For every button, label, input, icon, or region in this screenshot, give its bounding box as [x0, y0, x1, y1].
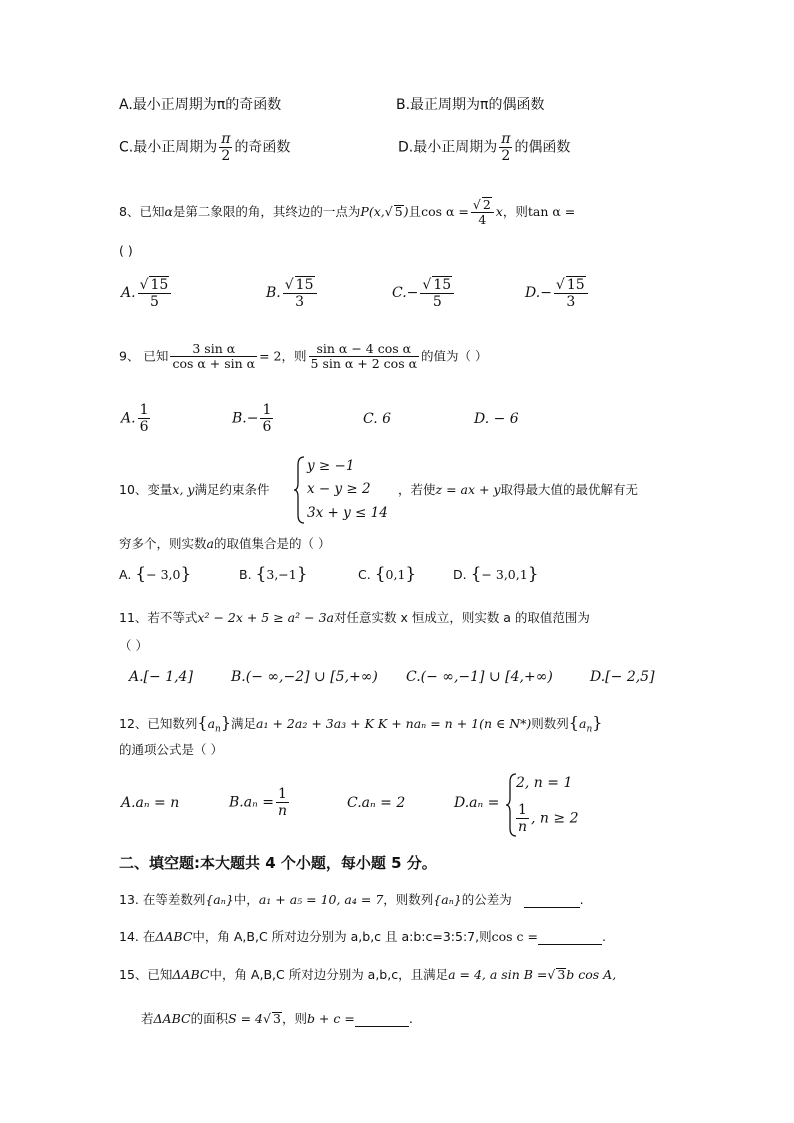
q8-cos: cos α = — [421, 203, 469, 219]
q8-option-b — [266, 276, 319, 310]
q15-area-sqrt3: 3 — [272, 1011, 281, 1026]
q12-b-pre: B.aₙ = — [229, 794, 274, 811]
q9-a-num: 1 — [139, 402, 149, 418]
q7-option-b: B.最正周期为π的偶函数 — [396, 97, 545, 113]
q11-stem-post: 对任意实数 x 恒成立，则实数 a 的取值范围为 — [333, 610, 590, 625]
section-heading-fill-in: 二、填空题:本大题共 4 个小题，每小题 5 分。 — [119, 854, 437, 872]
q10-option-d: D. {− 3,0,1} — [453, 564, 539, 584]
q9-option-b — [232, 402, 275, 435]
q13-answer-blank[interactable] — [524, 894, 580, 908]
q12-d-case2-num: 1 — [516, 802, 529, 819]
q7-option-d-prefix: D.最小正周期为 — [398, 139, 498, 156]
q12-b-den: n — [277, 803, 287, 820]
q9-fraction-2 — [309, 342, 420, 372]
q11-option-d: D.[− 2,5] — [590, 669, 655, 685]
q12-b-fraction — [276, 786, 289, 819]
q10-line-2 — [119, 538, 330, 551]
q15-line-2 — [141, 1012, 413, 1027]
q7-option-c-prefix: C.最小正周期为 — [119, 139, 218, 156]
q11-stem-pre: 11、若不等式 — [119, 610, 198, 625]
q10-a-label: A. — [119, 567, 132, 582]
q9-option-c: C. 6 — [363, 411, 392, 427]
q9-f2-den: 5 sin α + 2 cos α — [310, 356, 418, 372]
q13-post: ，则数列 — [383, 892, 434, 907]
q12-seq-2-sub: n — [586, 724, 593, 735]
q15-line2-post: ，则 — [281, 1011, 307, 1026]
q15-triangle-2: ΔABC — [153, 1011, 191, 1026]
q10-d-set: − 3,0,1 — [481, 567, 528, 582]
q12-option-c: C.aₙ = 2 — [347, 795, 406, 811]
q8-c-num: √ 15 — [420, 276, 454, 294]
q9-tail: 的值为（ ） — [421, 348, 488, 364]
q13-equation: a₁ + a₅ = 10, a₄ = 7 — [258, 892, 384, 907]
q8-a-den: 5 — [149, 294, 159, 311]
q8-option-c — [392, 276, 456, 310]
q8-c-den: 5 — [432, 294, 442, 311]
q7-option-c — [119, 131, 290, 164]
q10-constraint-1: y ≥ −1 — [307, 458, 355, 474]
q8-option-a — [121, 276, 173, 310]
q11-inequality: x² − 2x + 5 ≥ a² − 3a — [197, 610, 334, 625]
q9-f1-num: 3 sin α — [170, 342, 257, 357]
q14-pre: 14. 在 — [119, 929, 156, 944]
q14 — [119, 931, 606, 945]
q7-c-frac-num: π — [221, 131, 231, 147]
q10-constraint-2: x − y ≥ 2 — [307, 481, 371, 497]
q9-b-sign: − — [246, 410, 259, 427]
q7-c-frac-den: 2 — [221, 148, 231, 165]
q14-mid: 中，角 A,B,C 所对边分别为 a,b,c 且 a:b:c=3:5:7,则 — [192, 929, 492, 944]
q11-option-a: A.[− 1,4] — [129, 669, 193, 685]
q15-line2-mid: 的面积 — [190, 1011, 229, 1026]
q8-cos-fraction — [471, 197, 494, 228]
q14-triangle: ΔABC — [155, 929, 193, 944]
q10-c-label: C. — [358, 567, 371, 582]
q8-then: ，则 — [502, 203, 528, 219]
q8-d-den: 3 — [566, 294, 576, 311]
q8-stem-mid: 是第二象限的角，其终边的一点为 — [172, 203, 361, 219]
q10-line2-pre: 穷多个，则实数 — [119, 536, 207, 551]
q8-and: 且 — [408, 203, 422, 219]
q12-d-case2-fraction — [516, 802, 529, 835]
q15-eq1-tail: b cos A, — [566, 967, 617, 982]
q9-option-d: D. − 6 — [474, 411, 519, 427]
q13-seq-1: {aₙ} — [205, 892, 234, 907]
q10-stem-end: 取得最大值的最优解有无 — [500, 482, 639, 497]
q10-b-label: B. — [239, 567, 252, 582]
q8-a-num: √ 15 — [138, 276, 172, 294]
q12-option-b — [229, 786, 291, 819]
q9-stem-pre: 9、 已知 — [119, 348, 169, 364]
q11-stem — [119, 612, 590, 625]
q8-d-sign: − — [540, 285, 552, 302]
q10-stem-post-text: ，若使 — [398, 482, 436, 497]
q8-point-close: ) — [403, 203, 409, 219]
q12-seq-sub: n — [215, 724, 221, 735]
q9-b-label: B. — [232, 410, 247, 427]
q15-bc: b + c = — [306, 1011, 355, 1026]
q7-option-d — [398, 131, 570, 164]
q7-option-d-fraction — [499, 131, 512, 164]
q8-a-fraction — [138, 276, 172, 310]
q15-area: S = 4 — [228, 1011, 264, 1026]
q14-end: . — [601, 929, 606, 944]
q8-sqrt-sign: √ — [384, 203, 393, 219]
q13-end: . — [579, 892, 584, 907]
q9-f2-num: sin α − 4 cos α — [309, 342, 420, 357]
q8-cos-num: √ 2 — [471, 197, 494, 213]
q15-area-sqrt-sign: √ — [263, 1011, 271, 1026]
q12-stem-mid: 满足 — [231, 716, 257, 731]
q8-c-sign: − — [406, 285, 419, 302]
q10-a-set: − 3,0 — [146, 567, 181, 582]
q8-d-fraction — [554, 276, 588, 310]
q13-pre: 13. 在等差数列 — [119, 892, 206, 907]
q8-b-label: B. — [266, 285, 281, 302]
q12-option-d-pre: D.aₙ = — [454, 795, 500, 811]
q12-stem-post: 则数列 — [531, 716, 569, 731]
q9-fraction-1 — [170, 342, 257, 372]
q10-c-set: 0,1 — [385, 567, 406, 582]
q8-b-num: √ 15 — [283, 276, 317, 294]
q7-d-frac-num: π — [501, 131, 511, 147]
q10-b-set: 3,−1 — [266, 567, 297, 582]
q12-d-case2-tail: , n ≥ 2 — [531, 810, 579, 827]
q8-d-label: D. — [525, 285, 541, 302]
q9-then: ，则 — [281, 348, 307, 364]
q10-option-b: B. {3,−1} — [239, 564, 308, 584]
q10-a: a — [206, 536, 214, 551]
q10-objective: z = ax + y — [435, 482, 501, 497]
q8-point: P(x, — [360, 203, 385, 219]
q15-line2-pre: 若 — [141, 1011, 154, 1026]
q14-cos: cos c = — [491, 929, 538, 944]
q8-stem-pre: 8、已知 — [119, 203, 165, 219]
q9-b-fraction — [260, 402, 273, 435]
q8-cos-den: 4 — [478, 212, 487, 228]
q7-d-frac-den: 2 — [501, 148, 511, 165]
q9-b-num: 1 — [262, 402, 272, 418]
q9-stem — [119, 342, 488, 372]
q10-stem-pre — [119, 484, 269, 497]
q10-constraint-brace — [294, 455, 306, 525]
q12-b-num: 1 — [276, 786, 289, 803]
q12-line-2: 的通项公式是（ ） — [119, 742, 223, 757]
q13 — [119, 894, 584, 908]
q11-option-c: C.(− ∞,−1] ∪ [4,+∞) — [406, 669, 553, 685]
q8-sqrt5: 5 — [394, 203, 403, 219]
q7-option-c-fraction — [219, 131, 232, 164]
q13-mid: 中， — [233, 892, 259, 907]
q15-line-1 — [119, 968, 616, 982]
q9-option-a — [121, 402, 152, 435]
q8-tan: tan α = — [527, 203, 576, 219]
q8-option-d — [525, 276, 590, 310]
q12-d-case-2 — [514, 802, 579, 835]
q10-stem-mid: 满足约束条件 — [194, 482, 270, 497]
q12-d-case-1: 2, n = 1 — [516, 775, 573, 791]
q8-a-label: A. — [121, 285, 136, 302]
q14-answer-blank[interactable] — [538, 931, 602, 945]
q7-option-d-suffix: 的偶函数 — [514, 139, 571, 156]
q9-b-den: 6 — [262, 419, 272, 436]
q9-a-fraction — [138, 402, 151, 435]
q7-option-a: A.最小正周期为π的奇函数 — [119, 97, 282, 113]
q10-stem-post — [398, 484, 638, 497]
q11-option-b: B.(− ∞,−2] ∪ [5,+∞) — [231, 669, 378, 685]
q8-alpha: α — [164, 203, 173, 219]
q8-b-den: 3 — [295, 294, 305, 311]
q10-option-c: C. {0,1} — [358, 564, 417, 584]
q8-c-fraction — [420, 276, 454, 310]
q10-constraint-3: 3x + y ≤ 14 — [307, 505, 388, 521]
q10-d-label: D. — [453, 567, 467, 582]
q15-eq1: a = 4, a sin B = — [448, 967, 548, 982]
q12-d-case2-den: n — [518, 819, 528, 836]
q8-answer-paren: ( ) — [119, 243, 133, 258]
q15-answer-blank[interactable] — [355, 1013, 409, 1027]
q8-d-num: √ 15 — [554, 276, 588, 294]
q9-eq2: = 2 — [259, 348, 282, 364]
q10-vars: x, y — [172, 482, 195, 497]
q12-option-a: A.aₙ = n — [121, 795, 180, 811]
q12-seq-2: a — [578, 716, 587, 731]
q12-stem: 12、已知数列$\{a_n\}$满足a₁ + 2a₂ + 3a₃ + K K + naₙ = n + 1(n ∈ N*)则数列$\{a_n\}$ — [119, 713, 603, 735]
q15-sqrt-sign: √ — [547, 967, 556, 982]
q13-seq-2: {aₙ} — [433, 892, 462, 907]
q7-option-c-suffix: 的奇函数 — [234, 139, 291, 156]
q15-line1-pre: 15、已知 — [119, 967, 173, 982]
q9-a-label: A. — [121, 410, 136, 427]
q10-option-a: A. {− 3,0} — [119, 564, 192, 584]
q12-seq: a — [207, 716, 216, 731]
q15-triangle: ΔABC — [172, 967, 210, 982]
q13-tail: 的公差为 — [461, 892, 512, 907]
q10-line2-post: 的取值集合是的（ ） — [213, 536, 331, 551]
q12-stem-pre: 12、已知数列 — [119, 716, 198, 731]
q15-sqrt3: 3 — [557, 967, 566, 982]
q8-x: x — [495, 203, 503, 219]
q8-stem — [119, 197, 575, 228]
q8-c-label: C. — [392, 285, 407, 302]
q12-equation: a₁ + 2a₂ + 3a₃ + K K + naₙ = n + 1(n ∈ N*) — [256, 716, 532, 731]
q15-line1-mid: 中，角 A,B,C 所对边分别为 a,b,c，且满足 — [209, 967, 449, 982]
q9-f1-den: cos α + sin α — [172, 356, 256, 372]
q11-answer-paren: （ ） — [119, 638, 148, 653]
q8-b-fraction — [283, 276, 317, 310]
q10-stem-label: 10、变量 — [119, 482, 173, 497]
q15-end: . — [408, 1011, 413, 1026]
q9-a-den: 6 — [139, 419, 149, 436]
